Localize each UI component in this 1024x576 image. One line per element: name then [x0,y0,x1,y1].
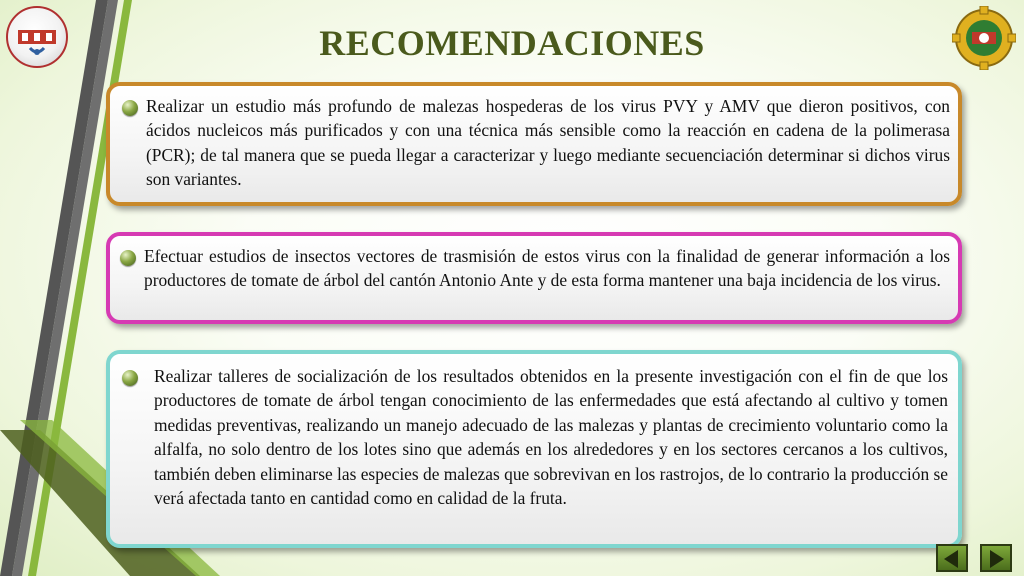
previous-slide-arrow-icon [944,550,958,568]
previous-slide-button[interactable] [936,544,968,572]
slide-title: RECOMENDACIONES [319,23,705,63]
recommendation-card-3 [106,350,962,548]
recommendation-card-1 [106,82,962,206]
recommendation-text-3: Realizar talleres de socialización de los resultados obtenidos en la presente investigación con el fin de que los productores de tomate de árbol tengan conocimiento de las enfermedades que está afectando al cultivo y tomen medidas preventivas, realizando un manejo adecuado de las malezas y plantas de crecimiento voluntario como la alfalfa, no solo dentro de los lotes sino que además en los alrededores y en los sectores cercanos a los cultivos, también deben eliminarse las especies de malezas que sobrevivan en los rastrojos, de lo contrario la producción se verá afectada tanto en cantidad como en calidad de la fruta. [154,366,948,509]
next-slide-button[interactable] [980,544,1012,572]
bullet-icon [122,370,138,386]
bullet-icon [120,250,136,266]
recommendation-text-2: Efectuar estudios de insectos vectores de trasmisión de estos virus con la finalidad de generar información a los productores de tomate de árbol del cantón Antonio Ante y de esta forma mantener una baja incidencia de los virus. [144,246,950,291]
bullet-icon [122,100,138,116]
next-slide-arrow-icon [990,550,1004,568]
recommendation-text-1: Realizar un estudio más profundo de malezas hospederas de los virus PVY y AMV que dieron positivos, con ácidos nucleicos más purificados y con una técnica más sensible como la reacción en cadena de la polimerasa (PCR); de tal manera que se pueda llegar a caracterizar y luego mediante secuenciación determinar si dichos virus son variantes. [146,96,950,190]
recommendation-card-2 [106,232,962,324]
